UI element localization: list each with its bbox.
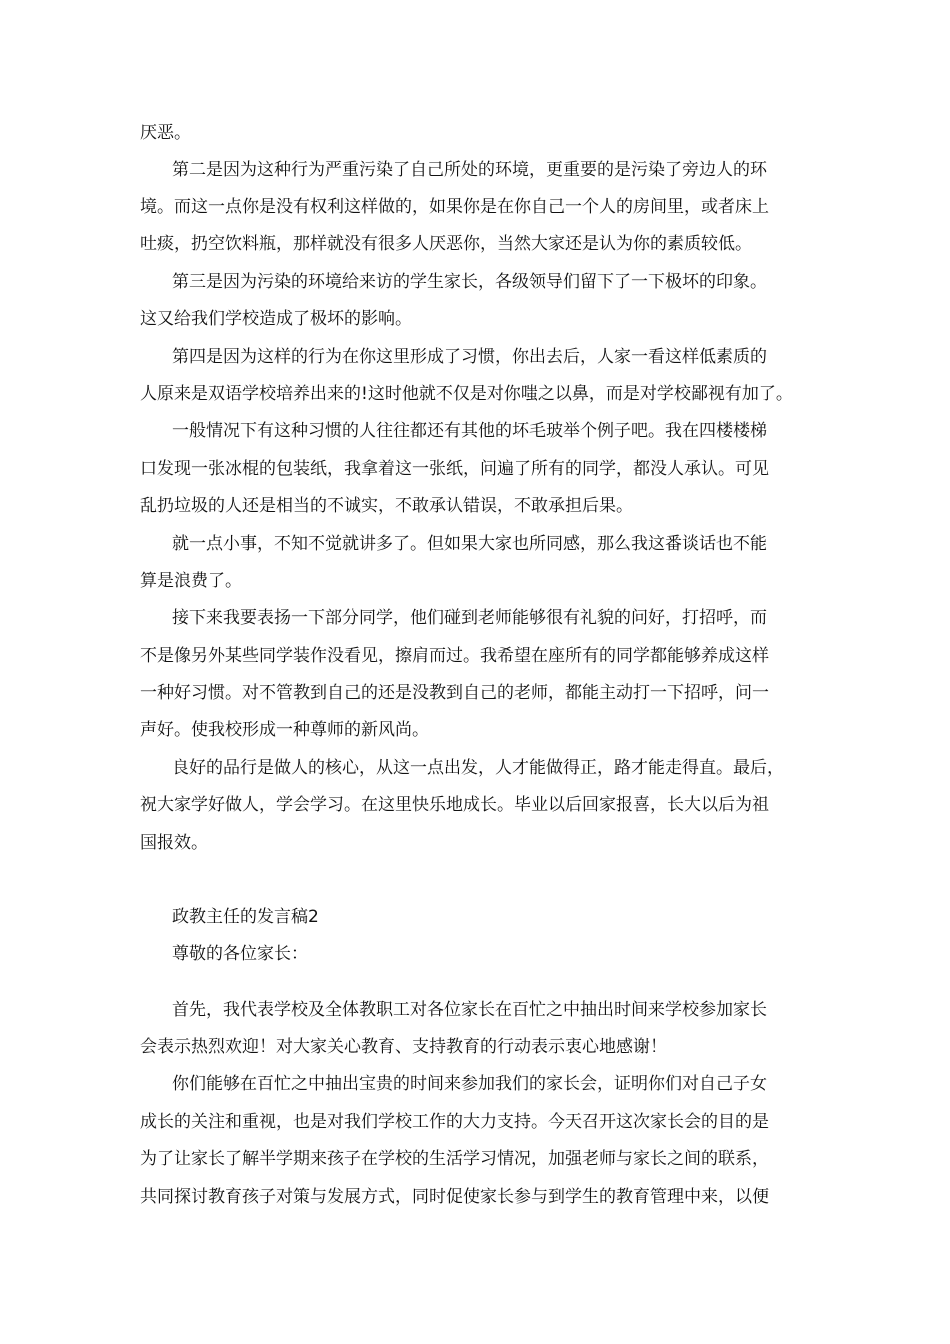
text-line: 一般情况下有这种习惯的人往往都还有其他的坏毛玻举个例子吧。我在四楼楼梯	[172, 421, 767, 441]
text-line: 境。而这一点你是没有权利这样做的，如果你是在你自己一个人的房间里，或者床上	[140, 197, 769, 217]
text-line: 这又给我们学校造成了极坏的影响。	[140, 309, 412, 329]
text-line: 声好。使我校形成一种尊师的新风尚。	[140, 720, 429, 740]
text-line: 第三是因为污染的环境给来访的学生家长，各级领导们留下了一下极坏的印象。	[172, 272, 767, 292]
text-line: 厌恶。	[140, 123, 191, 143]
text-line: 成长的关注和重视，也是对我们学校工作的大力支持。今天召开这次家长会的目的是	[140, 1112, 769, 1132]
text-line: 共同探讨教育孩子对策与发展方式，同时促使家长参与到学生的教育管理中来，以便	[140, 1187, 769, 1207]
text-line: 人原来是双语学校培养出来的!这时他就不仅是对你嗤之以鼻，而是对学校鄙视有加了。	[140, 384, 793, 404]
text-line: 第二是因为这种行为严重污染了自己所处的环境，更重要的是污染了旁边人的环	[172, 160, 767, 180]
text-line: 接下来我要表扬一下部分同学，他们碰到老师能够很有礼貌的问好，打招呼，而	[172, 608, 767, 628]
text-line: 第四是因为这样的行为在你这里形成了习惯，你出去后，人家一看这样低素质的	[172, 347, 767, 367]
text-line: 算是浪费了。	[140, 571, 242, 591]
text-line: 会表示热烈欢迎！对大家关心教育、支持教育的行动表示衷心地感谢！	[140, 1037, 667, 1057]
text-line: 乱扔垃圾的人还是相当的不诚实，不敢承认错误，不敢承担后果。	[140, 496, 633, 516]
text-line: 首先，我代表学校及全体教职工对各位家长在百忙之中抽出时间来学校参加家长	[172, 1000, 767, 1020]
text-line: 一种好习惯。对不管教到自己的还是没教到自己的老师，都能主动打一下招呼，问一	[140, 683, 769, 703]
text-line: 不是像另外某些同学装作没看见，擦肩而过。我希望在座所有的同学都能够养成这样	[140, 646, 769, 666]
text-line: 为了让家长了解半学期来孩子在学校的生活学习情况，加强老师与家长之间的联系，	[140, 1149, 769, 1169]
text-line: 口发现一张冰棍的包装纸，我拿着这一张纸，问遍了所有的同学，都没人承认。可见	[140, 459, 769, 479]
text-line: 吐痰，扔空饮料瓶，那样就没有很多人厌恶你，当然大家还是认为你的素质较低。	[140, 234, 752, 254]
text-line: 国报效。	[140, 833, 208, 853]
section-title: 政教主任的发言稿2	[172, 907, 319, 927]
text-line: 良好的品行是做人的核心，从这一点出发，人才能做得正，路才能走得直。最后，	[172, 758, 784, 778]
text-line: 你们能够在百忙之中抽出宝贵的时间来参加我们的家长会，证明你们对自己子女	[172, 1074, 767, 1094]
text-line: 祝大家学好做人，学会学习。在这里快乐地成长。毕业以后回家报喜，长大以后为祖	[140, 795, 769, 815]
salutation: 尊敬的各位家长：	[172, 944, 308, 964]
text-line: 就一点小事，不知不觉就讲多了。但如果大家也所同感，那么我这番谈话也不能	[172, 534, 767, 554]
